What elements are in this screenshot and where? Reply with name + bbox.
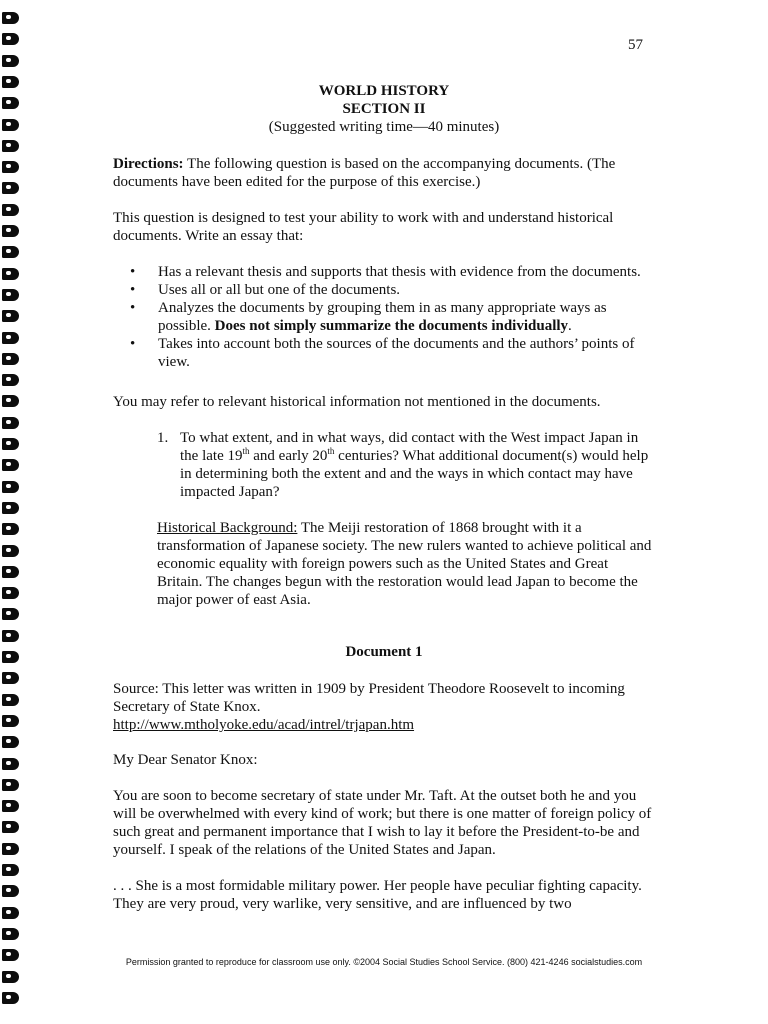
binding-ring	[2, 182, 19, 194]
binding-ring	[2, 33, 19, 45]
binding-ring	[2, 289, 19, 301]
binding-ring	[2, 779, 19, 791]
binding-ring	[2, 566, 19, 578]
list-item: • Takes into account both the sources of the documents and the authors’ points of view.	[130, 335, 660, 371]
footer-permission: Permission granted to reproduce for classroom use only. ©2004 Social Studies School Service. (800) 421-4246 socialstudies.com	[125, 957, 643, 967]
binding-ring	[2, 395, 19, 407]
binding-ring	[2, 459, 19, 471]
binding-ring	[2, 310, 19, 322]
binding-ring	[2, 332, 19, 344]
binding-ring	[2, 161, 19, 173]
binding-ring	[2, 481, 19, 493]
binding-ring	[2, 694, 19, 706]
binding-ring	[2, 928, 19, 940]
time-note: (Suggested writing time—40 minutes)	[268, 119, 500, 135]
binding-ring	[2, 821, 19, 833]
source-link[interactable]: http://www.mtholyoke.edu/acad/intrel/trjapan.htm	[113, 717, 415, 733]
binding-ring	[2, 907, 19, 919]
binding-ring	[2, 374, 19, 386]
letter-paragraph: You are soon to become secretary of state under Mr. Taft. At the outset both he and you will be overwhelmed with every kind of work; but there is one matter of foreign policy of such great and permanent importance that I wish to lay it before the President-to-be and yourself. I speak of the relations of the United States and Japan.	[113, 788, 652, 858]
page-title: WORLD HISTORY	[318, 83, 450, 99]
question-text: To what extent, and in what ways, did contact with the West impact Japan in the late 19th and early 20th centuries? What additional document(s) would help in determining both the extent and and the ways in which contact may have impacted Japan?	[180, 430, 649, 500]
binding-ring	[2, 864, 19, 876]
historical-background	[157, 519, 652, 609]
binding-ring	[2, 545, 19, 557]
page-number: 57	[628, 37, 643, 53]
question-number: 1.	[157, 430, 169, 446]
binding-ring	[2, 608, 19, 620]
binding-ring	[2, 587, 19, 599]
binding-ring	[2, 715, 19, 727]
intro-text: This question is designed to test your ability to work with and understand historical documents. Write an essay that:	[113, 210, 614, 244]
letter-salutation: My Dear Senator Knox:	[113, 752, 258, 768]
bold-emphasis: Does not simply summarize the documents individually	[214, 318, 569, 334]
binding-ring	[2, 225, 19, 237]
binding-ring	[2, 630, 19, 642]
list-item: • Analyzes the documents by grouping them in as many appropriate ways as possible. Does not simply summarize the documents individually.	[130, 299, 660, 335]
binding-ring	[2, 12, 19, 24]
document-source: Source: This letter was written in 1909 by President Theodore Roosevelt to incoming Secretary of State Knox.	[113, 681, 625, 715]
binding-ring	[2, 268, 19, 280]
binding-ring	[2, 246, 19, 258]
binding-ring	[2, 140, 19, 152]
background-text: The Meiji restoration of 1868 brought with it a transformation of Japanese society. The new rulers wanted to achieve political and economic equality with foreign powers such as the United States and Great Britain. The changes begun with the restoration would lead Japan to become the major power of east Asia.	[157, 520, 652, 608]
directions-text: The following question is based on the accompanying documents. (The documents have been edited for the purpose of this exercise.)	[113, 156, 616, 190]
question-1	[157, 429, 657, 501]
binding-ring	[2, 843, 19, 855]
binding-ring	[2, 992, 19, 1004]
directions	[113, 155, 653, 191]
binding-ring	[2, 672, 19, 684]
binding-ring	[2, 971, 19, 983]
section-title: SECTION II	[342, 101, 426, 117]
binding-ring	[2, 758, 19, 770]
binding-ring	[2, 885, 19, 897]
binding-ring	[2, 523, 19, 535]
letter-paragraph: . . . She is a most formidable military power. Her people have peculiar fighting capacity. They are very proud, very warlike, very sensitive, and are influenced by two	[113, 878, 642, 912]
binding-ring	[2, 204, 19, 216]
essay-requirements-list	[130, 263, 660, 371]
list-item: • Uses all or all but one of the documents.	[130, 281, 660, 299]
binding-ring	[2, 55, 19, 67]
refer-note: You may refer to relevant historical information not mentioned in the documents.	[113, 394, 601, 410]
list-item: • Has a relevant thesis and supports that thesis with evidence from the documents.	[130, 263, 660, 281]
background-label: Historical Background:	[157, 520, 298, 536]
binding-ring	[2, 438, 19, 450]
binding-ring	[2, 353, 19, 365]
binding-ring	[2, 417, 19, 429]
directions-label: Directions:	[113, 156, 184, 172]
binding-ring	[2, 502, 19, 514]
spiral-binding	[2, 12, 24, 1012]
binding-ring	[2, 736, 19, 748]
binding-ring	[2, 800, 19, 812]
document-heading: Document 1	[345, 644, 423, 660]
